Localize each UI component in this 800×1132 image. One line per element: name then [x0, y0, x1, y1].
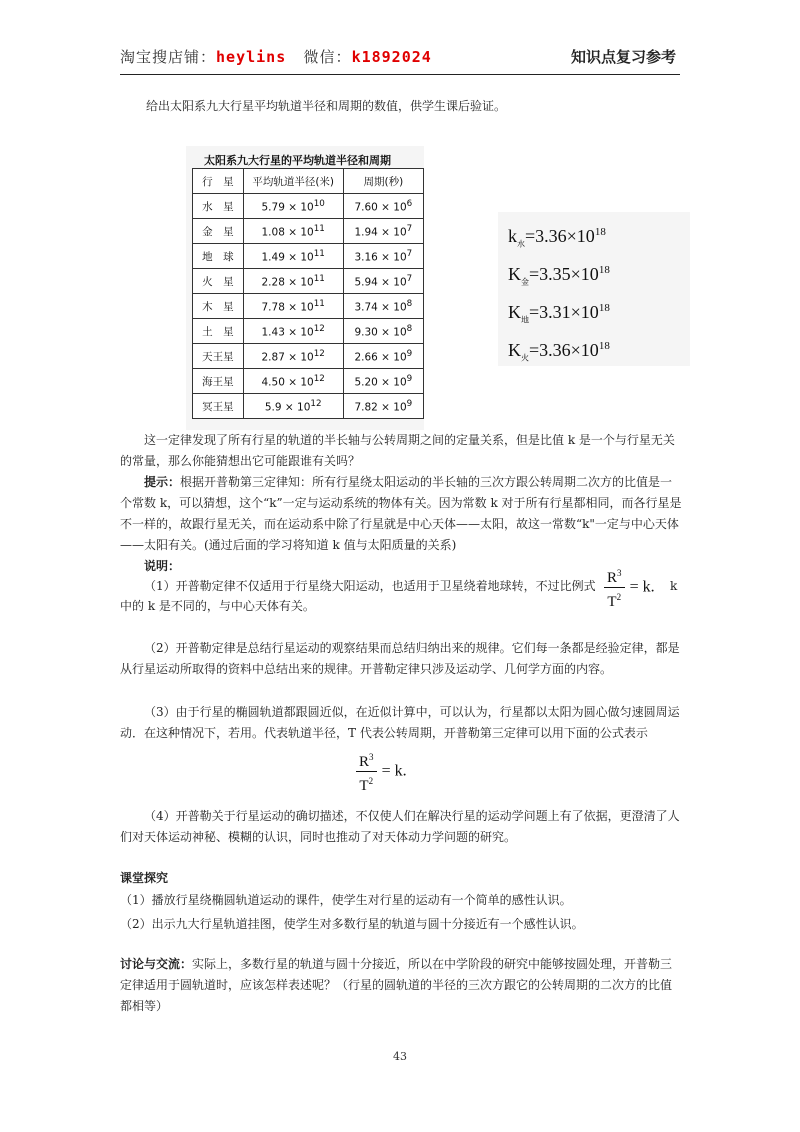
header-title: 知识点复习参考 [570, 48, 676, 66]
discussion-label: 讨论与交流： [120, 957, 193, 971]
k-exponent: 18 [598, 302, 610, 314]
k-exponent: 18 [598, 264, 610, 276]
table-row [193, 269, 424, 294]
k-letter: K [508, 264, 521, 284]
item1-k: k [670, 579, 678, 593]
explain-label: 说明： [144, 559, 181, 573]
planet-period: $7.60 \times 10^6$ [343, 194, 423, 219]
planet-table [192, 168, 424, 419]
planet-period: $3.74 \times 10^8$ [343, 294, 423, 319]
col-header-planet: 行 星 [193, 169, 244, 194]
planet-radius: $5.9 \times 10^{12}$ [243, 394, 343, 419]
item4-text: （4）开普勒关于行星运动的确切描述，不仅使人们在解决行星的运动学问题上有了依据，更澄清了人们对天体运动神秘、模糊的认识，同时也推动了对天体动力学问题的研究。 [120, 809, 680, 844]
formula-display [356, 748, 407, 795]
k-letter: K [508, 340, 521, 360]
table-row [193, 219, 424, 244]
k-value: =3.36×10 [525, 226, 595, 246]
fraction-den-exp: 2 [616, 592, 622, 602]
planet-name: 天王星 [193, 344, 244, 369]
k-value: =3.31×10 [529, 302, 599, 322]
k-subscript: 水 [517, 239, 525, 249]
display-numerator: R [359, 754, 370, 770]
planet-name: 水 星 [193, 194, 244, 219]
planet-period: $5.94 \times 10^7$ [343, 269, 423, 294]
k-exponent: 18 [594, 226, 606, 238]
planet-name: 火 星 [193, 269, 244, 294]
k-exponent: 18 [598, 340, 610, 352]
table-row [193, 394, 424, 419]
k-values-box [498, 212, 690, 366]
planet-name: 冥王星 [193, 394, 244, 419]
planet-period: $9.30 \times 10^8$ [343, 319, 423, 344]
planet-radius: $1.49 \times 10^{11}$ [243, 244, 343, 269]
planet-radius: $5.79 \times 10^{10}$ [243, 194, 343, 219]
header-shop-info [120, 46, 432, 67]
discussion-paragraph [120, 954, 682, 1017]
planet-name: 木 星 [193, 294, 244, 319]
explore-item-1: （1）播放行星绕椭圆轨道运动的课件，使学生对行星的运动有一个简单的感性认识。 [120, 893, 572, 907]
explore-title: 课堂探究 [120, 871, 169, 885]
page-number: 43 [393, 1050, 407, 1063]
planet-name: 地 球 [193, 244, 244, 269]
explore-item-2: （2）出示九大行星轨道挂图，使学生对多数行星的轨道与圆十分接近有一个感性认识。 [120, 917, 584, 931]
planet-period: $2.66 \times 10^9$ [343, 344, 423, 369]
item1-text-b: 中的 k 是不同的，与中心天体有关。 [120, 599, 315, 613]
item3-text: （3）由于行星的椭圆轨道都跟圆近似，在近似计算中，可以认为，行星都以太阳为圆心做匀速圆周运动．在这种情况下，若用。代表轨道半径，T 代表公转周期，开普勒第三定律可以用下面的公式表示 [120, 705, 680, 740]
planet-radius: $4.50 \times 10^{12}$ [243, 369, 343, 394]
formula-rhs: = k. [629, 578, 655, 596]
hint-text: 根据开普勒第三定律知：所有行星绕太阳运动的半长轴的三次方跟公转周期二次方的比值是一个常数 k，可以猜想，这个“k”一定与运动系统的物体有关。因为常数 k 对于所有行星都相同，而各行星是不一样的，故跟行星无关，而在运动系中除了行星就是中心天体——太阳，故这一常数“k"一定与中心天体——太阳有关。(通过后面的学习将知道 k 值与太阳质量的关系) [120, 475, 682, 552]
k-value-row [508, 340, 610, 364]
planet-radius: $7.78 \times 10^{11}$ [243, 294, 343, 319]
planet-radius: $1.08 \times 10^{11}$ [243, 219, 343, 244]
k-value: =3.36×10 [529, 340, 599, 360]
table-row [193, 319, 424, 344]
planet-table-figure [186, 146, 424, 430]
planet-name: 金 星 [193, 219, 244, 244]
item1-text-a: （1）开普勒定律不仅适用于行星绕大阳运动，也适用于卫星绕着地球转，不过比例式 [144, 579, 596, 593]
planet-radius: $1.43 \times 10^{12}$ [243, 319, 343, 344]
item2-text: （2）开普勒定律是总结行星运动的观察结果而总结归纳出来的规律。它们每一条都是经验定律，都是从行星运动所取得的资料中总结出来的规律。开普勒定律只涉及运动学、几何学方面的内容。 [120, 641, 680, 676]
table-row [193, 194, 424, 219]
planet-name: 海王星 [193, 369, 244, 394]
fraction-num-exp: 3 [617, 568, 622, 578]
display-denominator: T [359, 778, 369, 794]
planet-table-title: 太阳系九大行星的平均轨道半径和周期 [204, 154, 391, 167]
wechat-id: k1892024 [351, 48, 432, 66]
paragraph-question: 这一定律发现了所有行星的轨道的半长轴与公转周期之间的定量关系，但是比值 k 是一个与行星无关的常量，那么你能猜想出它可能跟谁有关吗？ [120, 433, 675, 468]
planet-radius: $2.28 \times 10^{11}$ [243, 269, 343, 294]
table-row [193, 369, 424, 394]
k-value: =3.35×10 [529, 264, 599, 284]
shop-label: 淘宝搜店铺： [120, 48, 217, 66]
k-subscript: 地 [521, 315, 529, 325]
k-value-row [508, 264, 610, 288]
planet-name: 土 星 [193, 319, 244, 344]
k-value-row [508, 302, 610, 326]
k-subscript: 火 [521, 353, 529, 363]
display-num-exp: 3 [369, 752, 374, 762]
paragraph-hint [120, 472, 682, 556]
k-letter: k [508, 226, 517, 246]
shop-name: heylins [216, 48, 287, 66]
wechat-label: 微信： [303, 48, 352, 66]
display-den-exp: 2 [368, 776, 374, 786]
k-subscript: 金 [521, 277, 529, 287]
display-fraction [356, 748, 377, 795]
table-header-row [193, 169, 424, 194]
intro-text: 给出太阳系九大行星平均轨道半径和周期的数值，供学生课后验证。 [146, 99, 507, 113]
display-rhs: = k. [381, 762, 407, 780]
hint-label: 提示： [144, 475, 181, 489]
planet-period: $1.94 \times 10^7$ [343, 219, 423, 244]
fraction-numerator: R [607, 570, 618, 586]
table-row [193, 244, 424, 269]
col-header-period: 周期(秒) [343, 169, 423, 194]
planet-radius: $2.87 \times 10^{12}$ [243, 344, 343, 369]
planet-period: $3.16 \times 10^7$ [343, 244, 423, 269]
planet-period: $5.20 \times 10^9$ [343, 369, 423, 394]
planet-period: $7.82 \times 10^9$ [343, 394, 423, 419]
k-letter: K [508, 302, 521, 322]
page-header [120, 44, 680, 75]
table-row [193, 294, 424, 319]
table-row [193, 344, 424, 369]
fraction-denominator: T [607, 594, 617, 610]
k-value-row [508, 226, 606, 250]
col-header-radius: 平均轨道半径(米) [243, 169, 343, 194]
discussion-text: 实际上，多数行星的轨道与圆十分接近，所以在中学阶段的研究中能够按圆处理，开普勒三定律适用于圆轨道时，应该怎样表述呢？（行星的圆轨道的半径的三次方跟它的公转周期的二次方的比值都相等） [120, 957, 673, 1013]
